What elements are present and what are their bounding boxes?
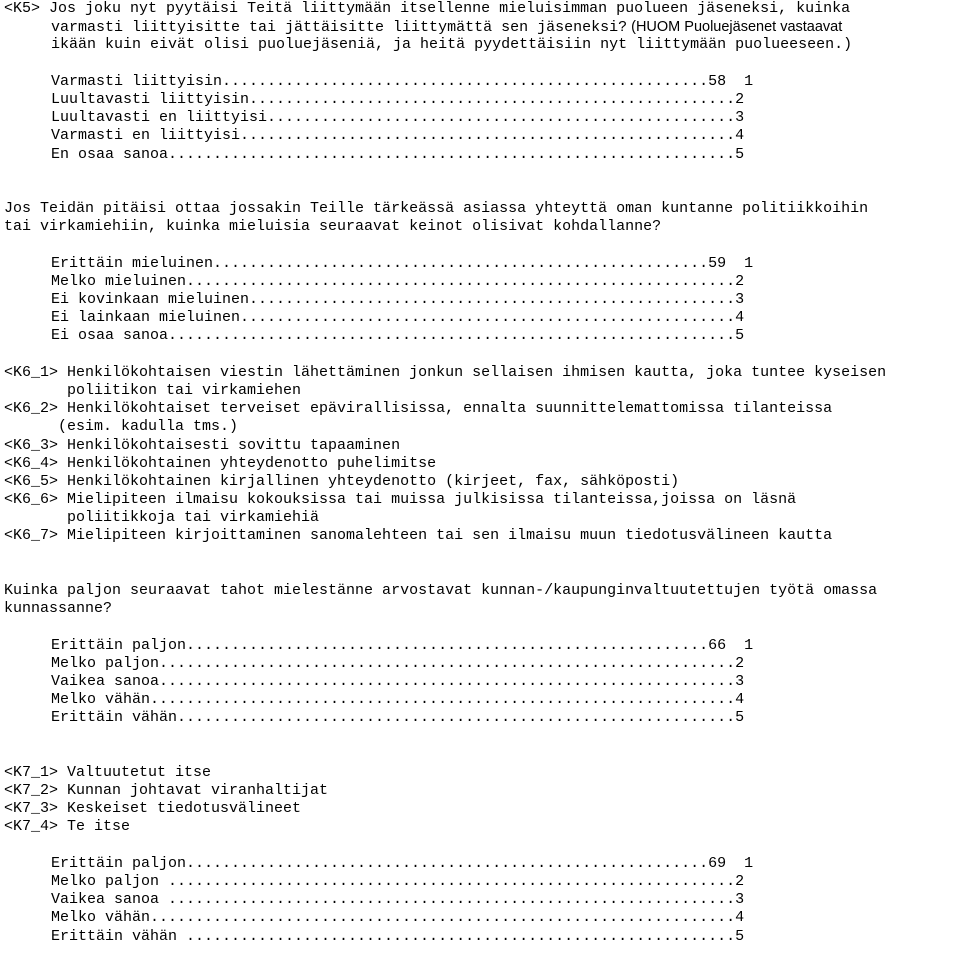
k5-question-line-2	[4, 18, 960, 36]
k6-option: Ei lainkaan mieluinen.......................................................4	[51, 309, 745, 327]
k5-note-text: (HUOM Puoluejäsenet vastaavat	[627, 19, 843, 36]
k7-option: Melko paljon................................................................2	[51, 654, 745, 672]
k7-option: Melko paljon ...............................................................2	[51, 873, 745, 890]
k6-item-continuation: poliitikon tai virkamiehen	[4, 381, 302, 399]
k6-item: <K6_5> Henkilökohtainen kirjallinen yhteydenotto (kirjeet, fax, sähköposti)	[4, 472, 680, 490]
k6-item: <K6_7> Mielipiteen kirjoittaminen sanomalehteen tai sen ilmaisu muun tiedotusvälineen kautta	[4, 527, 833, 545]
k7-question-line: Kuinka paljon seuraavat tahot mielestänne arvostavat kunnan-/kaupunginvaltuutettujen työtä omassa	[4, 582, 878, 599]
k6-item: <K6_1> Henkilökohtaisen viestin lähettäminen jonkun sellaisen ihmisen kautta, joka tuntee kyseisen	[4, 363, 887, 381]
k7-option: Vaikea sanoa................................................................3	[51, 672, 745, 690]
k7-option: Erittäin paljon..........................................................66 1	[51, 636, 754, 654]
k6-option: Melko mieluinen.............................................................2	[51, 272, 745, 290]
k7-option: Melko vähän.................................................................4	[51, 691, 745, 709]
k5-question-text: Jos joku nyt pyytäisi Teitä liittymään itsellenne mieluisimman puolueen jäseneksi, kuinka	[49, 0, 851, 17]
k6-item: <K6_3> Henkilökohtaisesti sovittu tapaaminen	[4, 436, 401, 454]
k6-option: Ei osaa sanoa...............................................................5	[51, 327, 745, 345]
k5-question-line-3: ikään kuin eivät olisi puoluejäseniä, ja heitä pyydettäisiin nyt liittymään puolueeseen.)	[51, 36, 853, 54]
k6-item-continuation: (esim. kadulla tms.)	[4, 418, 239, 436]
k5-option: Luultavasti liittyisin......................................................2	[51, 90, 745, 108]
k5-option: Luultavasti en liittyisi....................................................3	[51, 109, 745, 127]
k5-question-line-1	[4, 0, 960, 18]
k5-option: Varmasti liittyisin......................................................58 1	[51, 72, 754, 90]
k7-item: <K7_2> Kunnan johtavat viranhaltijat	[4, 782, 329, 800]
k7-option: Melko vähän.................................................................4	[51, 909, 745, 927]
k7-question-line: kunnassanne?	[4, 600, 113, 618]
k6-item: <K6_6> Mielipiteen ilmaisu kokouksissa tai muissa julkisissa tilanteissa,joissa on läsnä	[4, 491, 797, 509]
k7-item: <K7_4> Te itse	[4, 818, 131, 836]
k6-item-continuation: poliitikkoja tai virkamiehiä	[4, 509, 320, 527]
k6-question-line: Jos Teidän pitäisi ottaa jossakin Teille tärkeässä asiassa yhteyttä oman kuntanne politiikkoihin	[4, 200, 869, 218]
k6-item: <K6_2> Henkilökohtaiset terveiset epävirallisissa, ennalta suunnittelemattomissa tilanteissa	[4, 400, 833, 418]
k5-option: En osaa sanoa...............................................................5	[51, 145, 745, 163]
k7-option: Erittäin vähän .............................................................5	[51, 927, 745, 945]
k7-option: Erittäin vähän..............................................................5	[51, 709, 745, 727]
k7-item: <K7_3> Keskeiset tiedotusvälineet	[4, 800, 302, 818]
k6-question-line: tai virkamiehiin, kuinka mieluisia seuraavat keinot olisivat kohdallanne?	[4, 218, 662, 236]
k7-option: Vaikea sanoa ...............................................................3	[51, 891, 745, 909]
k6-option: Erittäin mieluinen.......................................................59 1	[51, 254, 754, 272]
k7-option: Erittäin paljon..........................................................69 1	[51, 854, 754, 872]
k6-item: <K6_4> Henkilökohtainen yhteydenotto puhelimitse	[4, 454, 437, 472]
k5-question-text: varmasti liittyisitte tai jättäisitte liittymättä sen jäseneksi?	[51, 19, 628, 37]
k5-option: Varmasti en liittyisi.......................................................4	[51, 127, 745, 145]
k6-option: Ei kovinkaan mieluinen......................................................3	[51, 291, 745, 308]
k5-code: <K5>	[4, 0, 41, 17]
questionnaire-document	[4, 0, 960, 946]
k7-item: <K7_1> Valtuutetut itse	[4, 763, 212, 781]
